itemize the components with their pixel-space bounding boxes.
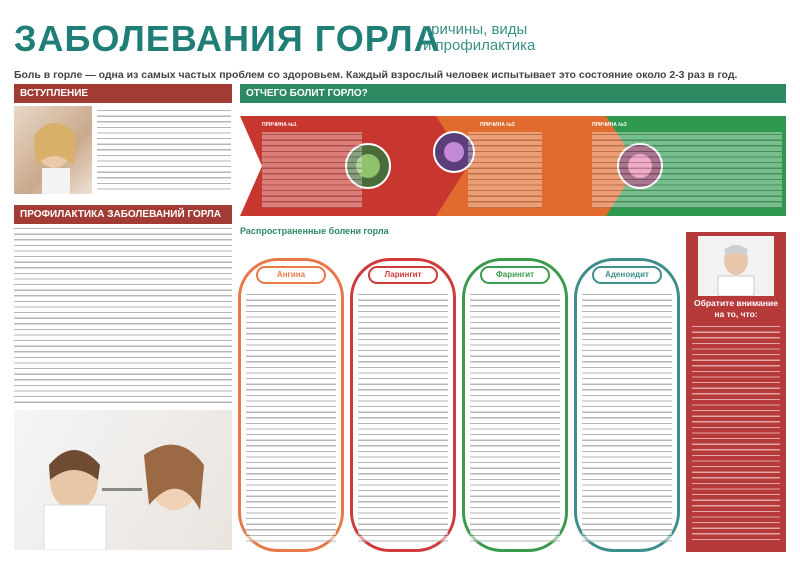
doctor-examining-patient-photo [14, 410, 232, 550]
cause-2-text [468, 132, 542, 208]
laryngitis-text [358, 292, 448, 542]
attention-title [690, 298, 782, 320]
cause-1-text [262, 132, 362, 208]
bacteria-image-core [444, 142, 464, 162]
tab-adenoiditis: Аденоидит [592, 266, 662, 284]
intro-band: ВСТУПЛЕНИЕ [14, 84, 232, 103]
tab-laryngitis: Ларингит [368, 266, 438, 284]
woman-photo-illustration [14, 106, 92, 194]
subtitle-line1: причины, виды [423, 21, 528, 38]
cause-3-label: ПРИЧИНА №3 [592, 122, 627, 128]
prevention-text-block [14, 226, 232, 406]
adenoiditis-text [582, 292, 672, 542]
woman-sore-throat-photo [14, 106, 92, 194]
cause-3-text [592, 132, 782, 208]
doctor-portrait-illustration [698, 236, 774, 296]
doctor-photo-illustration [14, 410, 232, 550]
doctor-portrait-photo [698, 236, 774, 296]
prevention-band: ПРОФИЛАКТИКА ЗАБОЛЕВАНИЙ ГОРЛА [14, 205, 232, 224]
pharyngitis-text [470, 292, 560, 542]
intro-text-block [97, 108, 231, 194]
cause-2-label: ПРИЧИНА №2 [480, 122, 515, 128]
page-title: ЗАБОЛЕВАНИЯ ГОРЛА [14, 18, 441, 59]
attention-text [692, 324, 780, 544]
attention-title-line1: Обратите внимание [694, 298, 778, 308]
why-band: ОТЧЕГО БОЛИТ ГОРЛО? [240, 84, 786, 103]
page-subtitle [423, 22, 623, 54]
common-diseases-label: Распространенные болени горла [240, 226, 389, 236]
cause-1-label: ПРИЧИНА №1 [262, 122, 297, 128]
tab-pharyngitis: Фарингит [480, 266, 550, 284]
attention-title-line2: на то, что: [714, 309, 758, 319]
angina-text [246, 292, 336, 542]
lead-text: Боль в горле — одна из самых частых проблем со здоровьем. Каждый взрослый человек испытывает это состояние около 2-3 раз в год. [14, 69, 738, 81]
subtitle-line2: и профилактика [423, 37, 536, 54]
tab-angina: Ангина [256, 266, 326, 284]
